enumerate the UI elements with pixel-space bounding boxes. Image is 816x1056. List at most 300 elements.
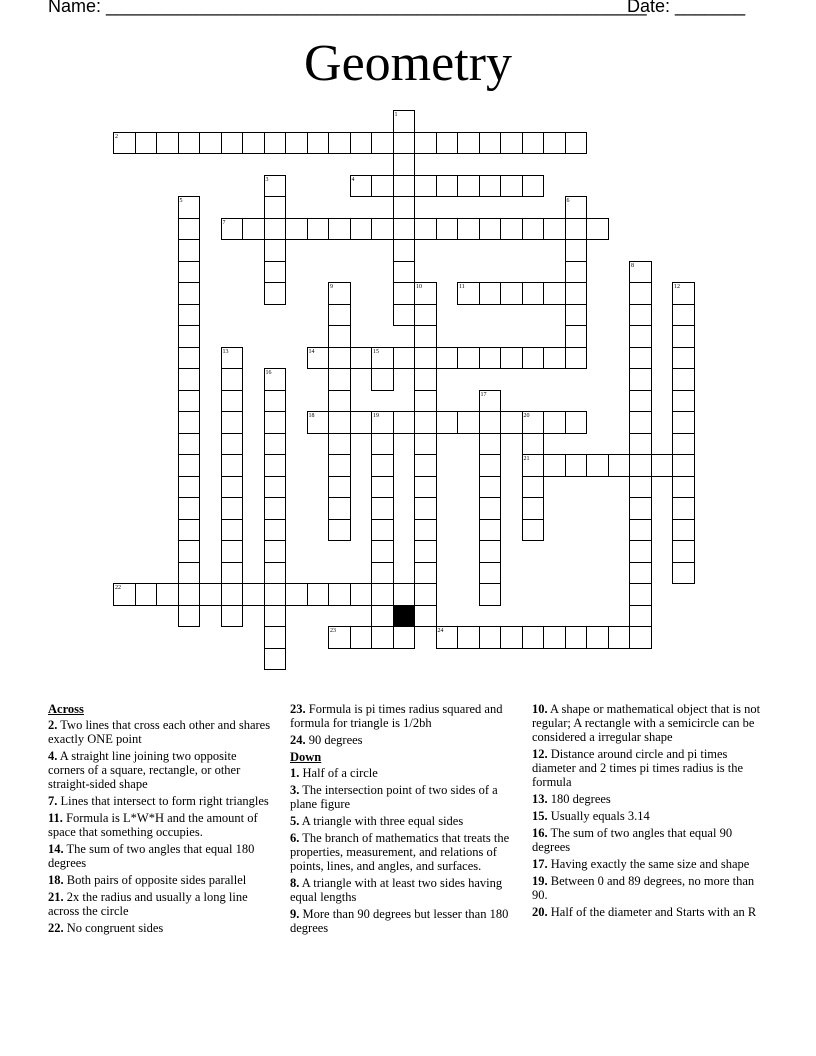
clue-number: 9 — [330, 284, 333, 290]
grid-cell[interactable] — [371, 218, 394, 241]
grid-cell[interactable] — [135, 583, 158, 606]
grid-cell[interactable] — [586, 454, 609, 477]
grid-cell[interactable] — [264, 476, 287, 499]
grid-cell[interactable] — [221, 562, 244, 585]
grid-cell[interactable] — [328, 347, 351, 370]
grid-cell[interactable] — [479, 132, 502, 155]
grid-cell[interactable] — [500, 132, 523, 155]
clue-text: Both pairs of opposite sides parallel — [63, 873, 247, 887]
grid-cell[interactable] — [414, 304, 437, 327]
grid-cell[interactable] — [672, 304, 695, 327]
grid-cell[interactable] — [543, 626, 566, 649]
grid-cell[interactable] — [479, 433, 502, 456]
clue-item — [532, 905, 772, 919]
grid-cell[interactable] — [629, 626, 652, 649]
name-field[interactable]: Name: ______________________________________________________ — [48, 0, 647, 16]
grid-cell[interactable] — [436, 218, 459, 241]
grid-cell[interactable] — [629, 390, 652, 413]
clue-number: 18 — [308, 413, 315, 419]
grid-cell[interactable] — [436, 132, 459, 155]
grid-cell[interactable] — [629, 325, 652, 348]
grid-cell[interactable] — [672, 562, 695, 585]
clue-text: A triangle with at least two sides having equal lengths — [290, 876, 503, 904]
clue-text: Usually equals 3.14 — [547, 809, 650, 823]
grid-cell[interactable] — [565, 239, 588, 262]
grid-cell[interactable] — [135, 132, 158, 155]
clue-number-label: 10. — [532, 702, 548, 716]
grid-cell[interactable] — [393, 411, 416, 434]
grid-cell[interactable] — [543, 218, 566, 241]
grid-cell[interactable] — [565, 626, 588, 649]
grid-cell[interactable] — [371, 368, 394, 391]
grid-cell[interactable] — [371, 562, 394, 585]
grid-cell[interactable] — [221, 519, 244, 542]
clue-item — [532, 702, 772, 744]
grid-cell[interactable] — [414, 497, 437, 520]
grid-cell[interactable] — [479, 497, 502, 520]
grid-cell[interactable] — [629, 347, 652, 370]
grid-cell[interactable] — [264, 282, 287, 305]
grid-cell[interactable] — [221, 390, 244, 413]
grid-cell[interactable] — [522, 519, 545, 542]
grid-cell[interactable] — [500, 282, 523, 305]
grid-cell[interactable] — [264, 497, 287, 520]
clue-text: The branch of mathematics that treats the properties, measurement, and relations of points, lines, and angles, and surfaces. — [290, 831, 510, 873]
grid-cell[interactable] — [608, 454, 631, 477]
grid-cell[interactable] — [264, 239, 287, 262]
date-field[interactable]: Date: _______ — [627, 0, 746, 16]
grid-cell[interactable] — [264, 433, 287, 456]
grid-cell[interactable] — [221, 540, 244, 563]
grid-cell[interactable] — [178, 519, 201, 542]
grid-cell[interactable] — [479, 282, 502, 305]
grid-cell[interactable] — [307, 132, 330, 155]
grid-cell[interactable] — [672, 454, 695, 477]
grid-cell[interactable] — [178, 476, 201, 499]
clue-text: A straight line joining two opposite corners of a square, rectangle, or other straight-sided shape — [48, 749, 241, 791]
clue-number: 2 — [115, 133, 118, 140]
grid-cell[interactable] — [457, 218, 480, 241]
grid-cell[interactable] — [457, 132, 480, 155]
grid-cell[interactable] — [328, 519, 351, 542]
grid-cell[interactable] — [522, 218, 545, 241]
grid-cell[interactable] — [328, 583, 351, 606]
grid-cell[interactable] — [565, 411, 588, 434]
grid-cell[interactable] — [156, 583, 179, 606]
clue-item — [48, 842, 276, 870]
clue-item — [532, 826, 772, 854]
grid-cell[interactable] — [328, 411, 351, 434]
grid-cell[interactable] — [242, 132, 265, 155]
grid-cell[interactable] — [350, 583, 373, 606]
clue-item — [290, 702, 524, 730]
clue-item — [532, 809, 772, 823]
grid-cell[interactable] — [629, 433, 652, 456]
clue-number: 22 — [115, 585, 121, 591]
clue-text: Half of a circle — [299, 766, 378, 780]
grid-cell[interactable] — [672, 325, 695, 348]
grid-cell[interactable] — [479, 347, 502, 370]
grid-cell[interactable] — [264, 132, 287, 155]
grid-cell[interactable] — [371, 583, 394, 606]
grid-cell[interactable] — [393, 626, 416, 649]
grid-cell[interactable] — [522, 476, 545, 499]
grid-cell[interactable] — [178, 347, 201, 370]
grid-cell[interactable] — [414, 347, 437, 370]
clue-text: A shape or mathematical object that is not regular; A rectangle with a semicircle can be considered a irregular shape — [532, 702, 761, 744]
grid-cell[interactable] — [264, 583, 287, 606]
grid-cell[interactable] — [328, 476, 351, 499]
grid-cell[interactable] — [565, 218, 588, 241]
grid-cell[interactable] — [629, 605, 652, 628]
grid-cell[interactable] — [178, 497, 201, 520]
grid-cell[interactable] — [672, 390, 695, 413]
grid-cell[interactable] — [457, 411, 480, 434]
grid-cell[interactable] — [371, 540, 394, 563]
clue-number-label: 18. — [48, 873, 64, 887]
grid-cell[interactable] — [371, 476, 394, 499]
grid-cell[interactable] — [350, 411, 373, 434]
grid-cell[interactable] — [414, 605, 437, 628]
grid-cell[interactable] — [178, 218, 201, 241]
clue-number: 6 — [566, 198, 570, 204]
grid-cell[interactable] — [629, 519, 652, 542]
grid-cell[interactable] — [371, 433, 394, 456]
grid-cell[interactable] — [221, 605, 244, 628]
grid-cell[interactable] — [328, 390, 351, 413]
grid-cell[interactable] — [350, 132, 373, 155]
grid-cell[interactable] — [178, 454, 201, 477]
grid-cell[interactable] — [285, 218, 308, 241]
grid-cell[interactable] — [393, 304, 416, 327]
grid-cell[interactable] — [264, 562, 287, 585]
grid-cell[interactable] — [457, 175, 480, 198]
grid-cell[interactable] — [414, 325, 437, 348]
grid-cell[interactable] — [371, 519, 394, 542]
grid-cell[interactable] — [178, 433, 201, 456]
clue-number: 16 — [265, 370, 272, 376]
grid-cell[interactable] — [672, 497, 695, 520]
grid-cell[interactable] — [672, 476, 695, 499]
grid-cell[interactable] — [393, 175, 416, 198]
grid-cell[interactable] — [608, 626, 631, 649]
grid-cell[interactable] — [522, 626, 545, 649]
grid-cell[interactable] — [500, 218, 523, 241]
down-heading: Down — [290, 750, 322, 764]
grid-cell[interactable] — [285, 583, 308, 606]
clue-item — [290, 876, 524, 904]
grid-cell[interactable] — [543, 282, 566, 305]
grid-cell[interactable] — [500, 411, 523, 434]
grid-cell[interactable] — [393, 239, 416, 262]
grid-cell[interactable] — [393, 196, 416, 219]
grid-cell[interactable] — [500, 626, 523, 649]
clue-number-label: 16. — [532, 826, 548, 840]
grid-cell[interactable] — [178, 282, 201, 305]
grid-cell[interactable] — [672, 433, 695, 456]
clue-number: 20 — [523, 413, 530, 419]
clue-number-label: 23. — [290, 702, 306, 716]
grid-cell[interactable] — [178, 390, 201, 413]
clue-item — [290, 766, 524, 780]
grid-cell[interactable] — [393, 261, 416, 284]
clue-item — [290, 907, 524, 935]
clue-text: The intersection point of two sides of a plane figure — [290, 783, 498, 811]
clue-item — [48, 873, 276, 887]
grid-cell[interactable] — [414, 583, 437, 606]
clue-number-label: 15. — [532, 809, 548, 823]
grid-cell[interactable] — [350, 218, 373, 241]
grid-cell[interactable] — [264, 605, 287, 628]
grid-cell[interactable] — [414, 454, 437, 477]
clue-number: 15 — [373, 348, 379, 355]
grid-cell[interactable] — [522, 347, 545, 370]
grid-cell[interactable] — [156, 132, 179, 155]
grid-cell[interactable] — [651, 454, 674, 477]
grid-cell[interactable] — [178, 583, 201, 606]
grid-cell[interactable] — [307, 583, 330, 606]
grid-cell[interactable] — [221, 368, 244, 391]
grid-cell[interactable] — [221, 497, 244, 520]
grid-cell[interactable] — [565, 454, 588, 477]
grid-cell[interactable] — [479, 540, 502, 563]
grid-cell[interactable] — [672, 368, 695, 391]
grid-cell[interactable] — [242, 218, 265, 241]
grid-cell[interactable] — [672, 347, 695, 370]
grid-cell[interactable] — [565, 347, 588, 370]
grid-cell[interactable] — [479, 476, 502, 499]
grid-cell[interactable] — [371, 454, 394, 477]
clue-text: Distance around circle and pi times diameter and 2 times pi times radius is the formula — [532, 747, 744, 789]
grid-cell[interactable] — [414, 390, 437, 413]
grid-cell[interactable] — [522, 132, 545, 155]
grid-cell[interactable] — [479, 175, 502, 198]
grid-cell[interactable] — [264, 626, 287, 649]
grid-cell[interactable] — [436, 411, 459, 434]
grid-cell[interactable] — [629, 411, 652, 434]
grid-cell[interactable] — [436, 175, 459, 198]
grid-cell[interactable] — [522, 282, 545, 305]
grid-cell[interactable] — [629, 497, 652, 520]
clue-number: 19 — [373, 413, 379, 419]
grid-cell[interactable] — [500, 175, 523, 198]
clue-item — [48, 794, 276, 808]
clue-text: The sum of two angles that equal 180 degrees — [48, 842, 255, 870]
grid-cell[interactable] — [393, 282, 416, 305]
grid-cell[interactable] — [414, 368, 437, 391]
grid-cell[interactable] — [629, 368, 652, 391]
clue-number: 3 — [265, 176, 269, 183]
clue-text: 180 degrees — [547, 792, 611, 806]
grid-cell[interactable] — [393, 132, 416, 155]
grid-cell[interactable] — [178, 304, 201, 327]
grid-cell[interactable] — [328, 454, 351, 477]
grid-cell[interactable] — [178, 562, 201, 585]
clue-number-label: 22. — [48, 921, 64, 935]
grid-cell[interactable] — [393, 218, 416, 241]
grid-cell[interactable] — [457, 626, 480, 649]
grid-cell[interactable] — [285, 132, 308, 155]
grid-cell[interactable] — [328, 218, 351, 241]
clue-text: Half of the diameter and Starts with an R — [547, 905, 757, 919]
grid-cell[interactable] — [629, 476, 652, 499]
clue-number: 14 — [308, 348, 315, 355]
grid-cell[interactable] — [543, 132, 566, 155]
grid-cell[interactable] — [414, 562, 437, 585]
clue-number-label: 9. — [290, 907, 300, 921]
grid-cell[interactable] — [328, 433, 351, 456]
grid-cell[interactable] — [221, 583, 244, 606]
grid-cell[interactable] — [328, 368, 351, 391]
grid-cell[interactable] — [371, 605, 394, 628]
clue-text: Between 0 and 89 degrees, no more than 90. — [532, 874, 755, 902]
grid-cell[interactable] — [178, 605, 201, 628]
clue-number: 8 — [631, 262, 634, 269]
clue-item — [290, 814, 524, 828]
grid-cell[interactable] — [178, 411, 201, 434]
clue-number: 1 — [394, 112, 398, 118]
grid-cell[interactable] — [264, 648, 287, 671]
grid-cell[interactable] — [629, 583, 652, 606]
grid-cell[interactable] — [221, 454, 244, 477]
grid-cell[interactable] — [178, 368, 201, 391]
grid-cell[interactable] — [264, 454, 287, 477]
grid-cell[interactable] — [629, 304, 652, 327]
grid-cell[interactable] — [328, 497, 351, 520]
grid-cell[interactable] — [672, 540, 695, 563]
grid-cell[interactable] — [436, 347, 459, 370]
grid-cell[interactable] — [629, 562, 652, 585]
grid-cell[interactable] — [221, 433, 244, 456]
grid-cell[interactable] — [328, 304, 351, 327]
grid-cell[interactable] — [199, 583, 222, 606]
grid-cell[interactable] — [350, 347, 373, 370]
clue-text: Having exactly the same size and shape — [547, 857, 750, 871]
grid-cell[interactable] — [393, 347, 416, 370]
grid-cell[interactable] — [629, 282, 652, 305]
grid-cell[interactable] — [221, 411, 244, 434]
grid-cell[interactable] — [629, 454, 652, 477]
grid-cell[interactable] — [264, 218, 287, 241]
clue-number: 5 — [179, 198, 183, 204]
grid-cell[interactable] — [414, 433, 437, 456]
clue-text: More than 90 degrees but lesser than 180 degrees — [290, 907, 509, 935]
grid-cell[interactable] — [178, 540, 201, 563]
clue-number-label: 3. — [290, 783, 300, 797]
grid-cell[interactable] — [264, 519, 287, 542]
grid-cell[interactable] — [479, 519, 502, 542]
grid-cell[interactable] — [264, 411, 287, 434]
grid-cell[interactable] — [371, 626, 394, 649]
clue-number: 23 — [330, 628, 336, 634]
clues-column-3 — [532, 702, 772, 922]
grid-cell[interactable] — [479, 562, 502, 585]
clue-number-label: 6. — [290, 831, 300, 845]
grid-cell[interactable] — [543, 347, 566, 370]
grid-cell[interactable] — [414, 476, 437, 499]
clue-number-label: 5. — [290, 814, 300, 828]
grid-cell[interactable] — [221, 476, 244, 499]
grid-cell[interactable] — [178, 132, 201, 155]
grid-cell[interactable] — [221, 132, 244, 155]
grid-cell[interactable] — [371, 497, 394, 520]
grid-cell[interactable] — [328, 325, 351, 348]
grid-cell[interactable] — [565, 261, 588, 284]
grid-cell[interactable] — [500, 347, 523, 370]
grid-cell[interactable] — [414, 175, 437, 198]
grid-cell[interactable] — [586, 626, 609, 649]
grid-cell[interactable] — [543, 411, 566, 434]
clue-item — [290, 733, 524, 747]
grid-cell[interactable] — [414, 519, 437, 542]
clue-item — [532, 857, 772, 871]
grid-cell[interactable] — [479, 218, 502, 241]
grid-cell[interactable] — [479, 626, 502, 649]
grid-cell[interactable] — [414, 411, 437, 434]
clue-number-label: 12. — [532, 747, 548, 761]
grid-cell[interactable] — [522, 497, 545, 520]
clue-number-label: 19. — [532, 874, 548, 888]
clues-column-2 — [290, 702, 524, 938]
grid-cell[interactable] — [565, 325, 588, 348]
clue-number: 10 — [416, 284, 422, 290]
grid-cell[interactable] — [522, 433, 545, 456]
grid-cell[interactable] — [479, 411, 502, 434]
grid-cell[interactable] — [199, 132, 222, 155]
clue-number: 4 — [351, 176, 355, 183]
grid-cell[interactable] — [264, 196, 287, 219]
grid-cell[interactable] — [371, 175, 394, 198]
clue-number: 17 — [480, 391, 487, 398]
grid-cell[interactable] — [522, 175, 545, 198]
grid-cell[interactable] — [393, 583, 416, 606]
grid-cell[interactable] — [242, 583, 265, 606]
grid-cell[interactable] — [457, 347, 480, 370]
clue-number-label: 13. — [532, 792, 548, 806]
grid-cell[interactable] — [178, 261, 201, 284]
grid-cell[interactable] — [672, 519, 695, 542]
grid-cell[interactable] — [479, 454, 502, 477]
grid-cell[interactable] — [393, 153, 416, 176]
grid-cell[interactable] — [586, 218, 609, 241]
grid-cell[interactable] — [414, 218, 437, 241]
grid-cell[interactable] — [565, 132, 588, 155]
grid-cell[interactable] — [672, 411, 695, 434]
grid-cell[interactable] — [565, 282, 588, 305]
grid-cell[interactable] — [371, 132, 394, 155]
grid-cell[interactable] — [565, 304, 588, 327]
grid-cell[interactable] — [178, 239, 201, 262]
grid-cell[interactable] — [414, 540, 437, 563]
grid-cell[interactable] — [328, 132, 351, 155]
grid-cell[interactable] — [178, 325, 201, 348]
clues-column-1 — [48, 702, 276, 938]
grid-cell[interactable] — [629, 540, 652, 563]
grid-cell[interactable] — [543, 454, 566, 477]
clue-text: Lines that intersect to form right triangles — [57, 794, 269, 808]
clue-item — [48, 890, 276, 918]
grid-cell[interactable] — [264, 390, 287, 413]
grid-cell[interactable] — [350, 626, 373, 649]
clue-number-label: 24. — [290, 733, 306, 747]
grid-cell[interactable] — [264, 261, 287, 284]
grid-cell[interactable] — [264, 540, 287, 563]
clue-number-label: 2. — [48, 718, 58, 732]
clue-text: The sum of two angles that equal 90 degrees — [532, 826, 733, 854]
grid-cell[interactable] — [414, 132, 437, 155]
grid-cell[interactable] — [479, 583, 502, 606]
grid-cell[interactable] — [307, 218, 330, 241]
